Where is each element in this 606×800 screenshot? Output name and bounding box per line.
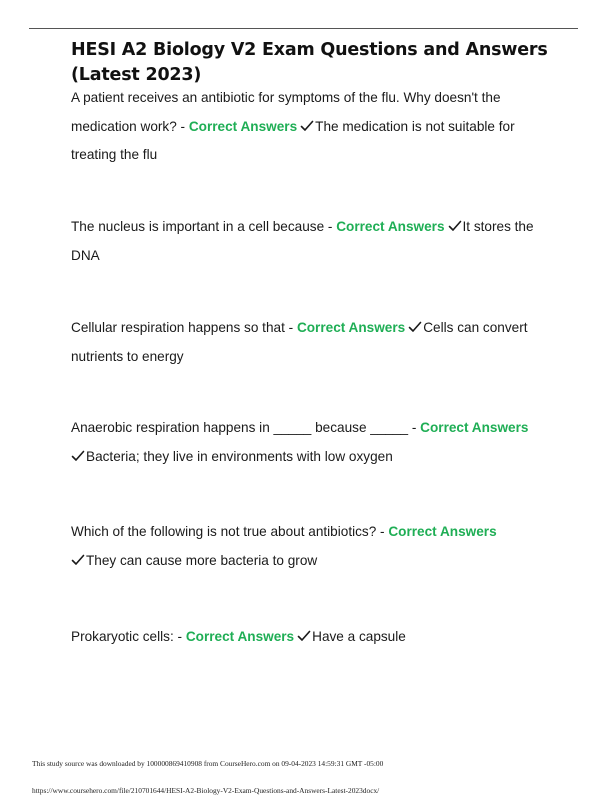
- answer-text: Bacteria; they live in environments with low oxygen: [86, 448, 393, 464]
- qa-item-1: [71, 84, 541, 170]
- correct-answers-label: Correct Answers: [336, 219, 445, 234]
- check-icon: [448, 220, 462, 232]
- document-title: HESI A2 Biology V2 Exam Questions and Answers (Latest 2023): [71, 40, 548, 85]
- answer-text: The medication is not suitable for treating the flu: [71, 118, 515, 162]
- qa-item-3: [71, 314, 541, 371]
- correct-answers-label: Correct Answers: [185, 629, 295, 644]
- question-text: The nucleus is important in a cell because -: [71, 219, 337, 234]
- question-text: A patient receives an antibiotic for symptoms of the flu. Why doesn't the medication work? -: [71, 90, 501, 134]
- check-icon: [408, 321, 422, 333]
- source-url: https://www.coursehero.com/file/210701644/HESI-A2-Biology-V2-Exam-Questions-and-Answers-Latest-2023docx/: [32, 786, 380, 795]
- download-note: This study source was downloaded by 100000869410908 from CourseHero.com on 09-04-2023 14:59:31 GMT -05:00: [32, 759, 384, 768]
- check-icon: [300, 120, 314, 132]
- qa-item-2: [71, 213, 541, 270]
- correct-answers-label: Correct Answers: [296, 320, 406, 335]
- answer-text: It stores the DNA: [71, 219, 534, 263]
- check-icon: [71, 554, 85, 566]
- answer-text: Cells can convert nutrients to energy: [71, 320, 528, 364]
- correct-answers-label: Correct Answers: [188, 118, 298, 134]
- question-text: Anaerobic respiration happens in _____ because _____ -: [71, 420, 421, 435]
- check-icon: [71, 450, 85, 462]
- question-text: Prokaryotic cells: -: [71, 629, 186, 644]
- check-icon: [297, 630, 311, 642]
- correct-answers-label: Correct Answers: [388, 524, 497, 539]
- question-text: Cellular respiration happens so that -: [71, 320, 297, 335]
- correct-answers-label: Correct Answers: [420, 420, 529, 435]
- qa-item-6: [71, 623, 541, 652]
- answer-text: Have a capsule: [312, 629, 406, 644]
- header-rule: [29, 28, 578, 29]
- qa-item-4: [71, 414, 541, 471]
- question-text: Which of the following is not true about antibiotics? -: [71, 524, 389, 539]
- qa-item-5: [71, 518, 541, 575]
- answer-text: They can cause more bacteria to grow: [86, 552, 318, 568]
